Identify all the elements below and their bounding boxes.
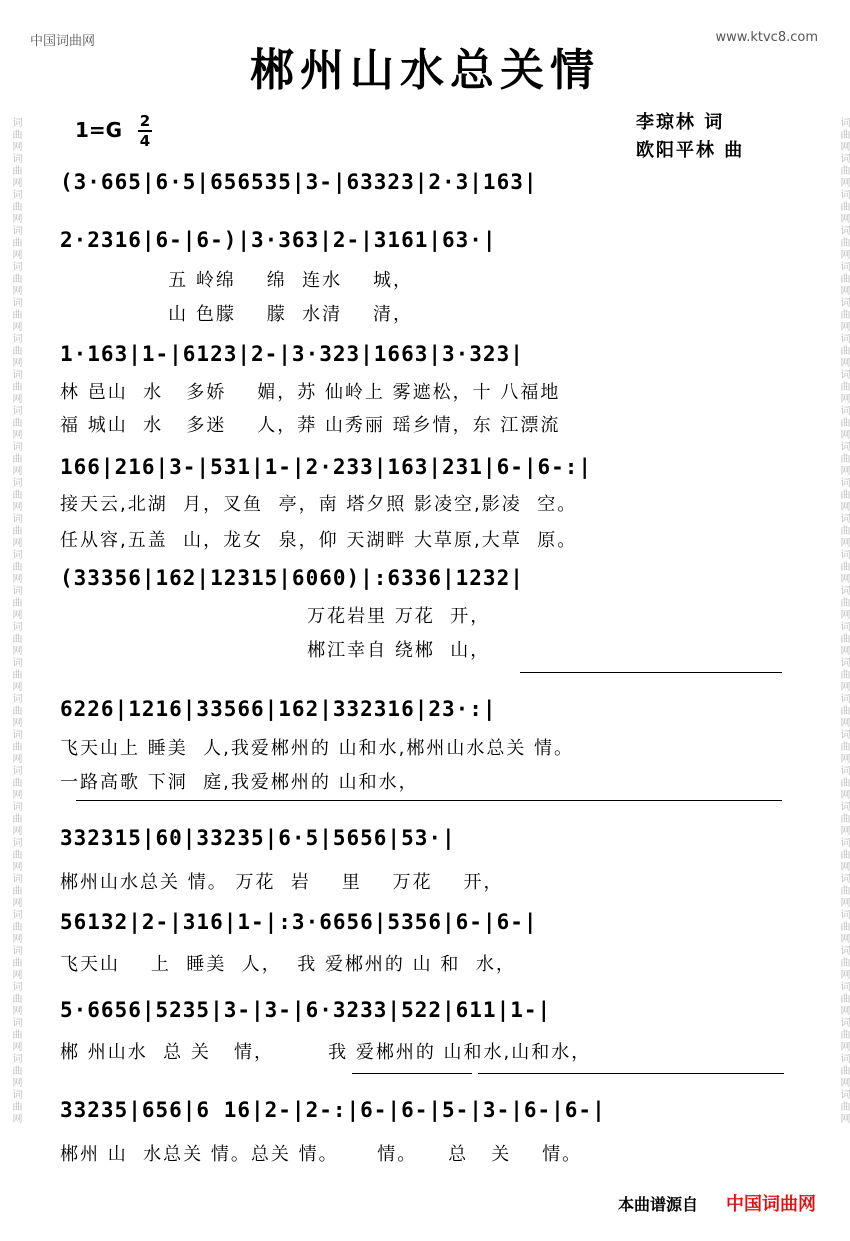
notation-line: 166|216|3-|531|1-|2·233|163|231|6-|6-:| — [60, 455, 593, 479]
lyric-line: 郴州 山 水总关 情。总关 情。 情。 总 关 情。 — [60, 1144, 583, 1165]
notation-line: (33356|162|12315|6060)|:6336|1232| — [60, 566, 524, 590]
lyric-line: 飞天山上 睡美 人,我爱郴州的 山和水,郴州山水总关 情。 — [60, 738, 575, 759]
song-title: 郴州山水总关情 — [250, 45, 600, 96]
lyric-line: 郴 州山水 总 关 情， 我 爱郴州的 山和水,山和水， — [60, 1042, 592, 1063]
notation-line: (3·665|6·5|656535|3-|63323|2·3|163| — [60, 170, 538, 194]
watermark-left: 词曲网词曲网词曲网词曲网词曲网词曲网词曲网词曲网词曲网词曲网词曲网词曲网词曲网词曲网词曲网词曲网词曲网词曲网词曲网词曲网词曲网词曲网词曲网词曲网词曲网词曲网词曲网词曲网 — [10, 116, 21, 1125]
volta-bracket-2 — [76, 800, 782, 801]
lyric-line: 林 邑山 水 多娇 媚，苏 仙岭上 雾遮松，十 八福地 — [60, 382, 561, 403]
notation-line: 5·6656|5235|3-|3-|6·3233|522|611|1-| — [60, 998, 552, 1022]
watermark-right: 词曲网词曲网词曲网词曲网词曲网词曲网词曲网词曲网词曲网词曲网词曲网词曲网词曲网词曲网词曲网词曲网词曲网词曲网词曲网词曲网词曲网词曲网词曲网词曲网词曲网词曲网词曲网词曲网 — [838, 116, 849, 1125]
lyric-line: 福 城山 水 多迷 人，莽 山秀丽 瑶乡情，东 江漂流 — [60, 415, 561, 436]
lyric-line: 一路高歌 下洞 庭,我爱郴州的 山和水， — [60, 772, 419, 793]
volta-bracket-4 — [478, 1073, 784, 1074]
lyric-line: 五 岭绵 绵 连水 城， — [60, 270, 414, 291]
notation-line: 1·163|1-|6123|2-|3·323|1663|3·323| — [60, 342, 524, 366]
composer-credit: 欧阳平林 曲 — [636, 140, 745, 161]
notation-line: 56132|2-|316|1-|:3·6656|5356|6-|6-| — [60, 910, 538, 934]
lyric-line: 郴江幸自 绕郴 山， — [60, 640, 491, 661]
notation-line: 2·2316|6-|6-)|3·363|2-|3161|63·| — [60, 228, 497, 252]
time-signature — [138, 113, 152, 149]
lyric-line: 山 色朦 朦 水清 清， — [60, 304, 414, 325]
lyricist-credit: 李琼林 词 — [636, 112, 725, 133]
lyric-line: 任从容,五盖 山，龙女 泉，仰 天湖畔 大草原,大草 原。 — [60, 530, 578, 551]
volta-bracket-3 — [352, 1073, 472, 1074]
notation-line: 332315|60|33235|6·5|5656|53·| — [60, 826, 456, 850]
volta-bracket-1 — [520, 672, 782, 673]
notation-line: 6226|1216|33566|162|332316|23·:| — [60, 697, 497, 721]
notation-line: 33235|656|6 16|2-|2-:|6-|6-|5-|3-|6-|6-| — [60, 1098, 606, 1122]
site-name-header[interactable]: 中国词曲网 — [30, 34, 96, 49]
lyric-line: 接天云,北湖 月，叉鱼 亭，南 塔夕照 影凌空,影凌 空。 — [60, 494, 578, 515]
source-label: 本曲谱源自 — [618, 1195, 699, 1214]
meter-top: 2 — [139, 112, 151, 130]
source-site-link[interactable]: 中国词曲网 — [726, 1194, 816, 1215]
lyric-line: 郴州山水总关 情。 万花 岩 里 万花 开， — [60, 872, 504, 893]
lyric-line: 万花岩里 万花 开， — [60, 606, 491, 627]
site-url-header[interactable]: www.ktvc8.com — [715, 30, 818, 45]
key-signature: 1=G — [75, 118, 123, 142]
lyric-line: 飞天山 上 睡美 人， 我 爱郴州的 山 和 水， — [60, 954, 516, 975]
meter-bottom: 4 — [139, 132, 151, 150]
